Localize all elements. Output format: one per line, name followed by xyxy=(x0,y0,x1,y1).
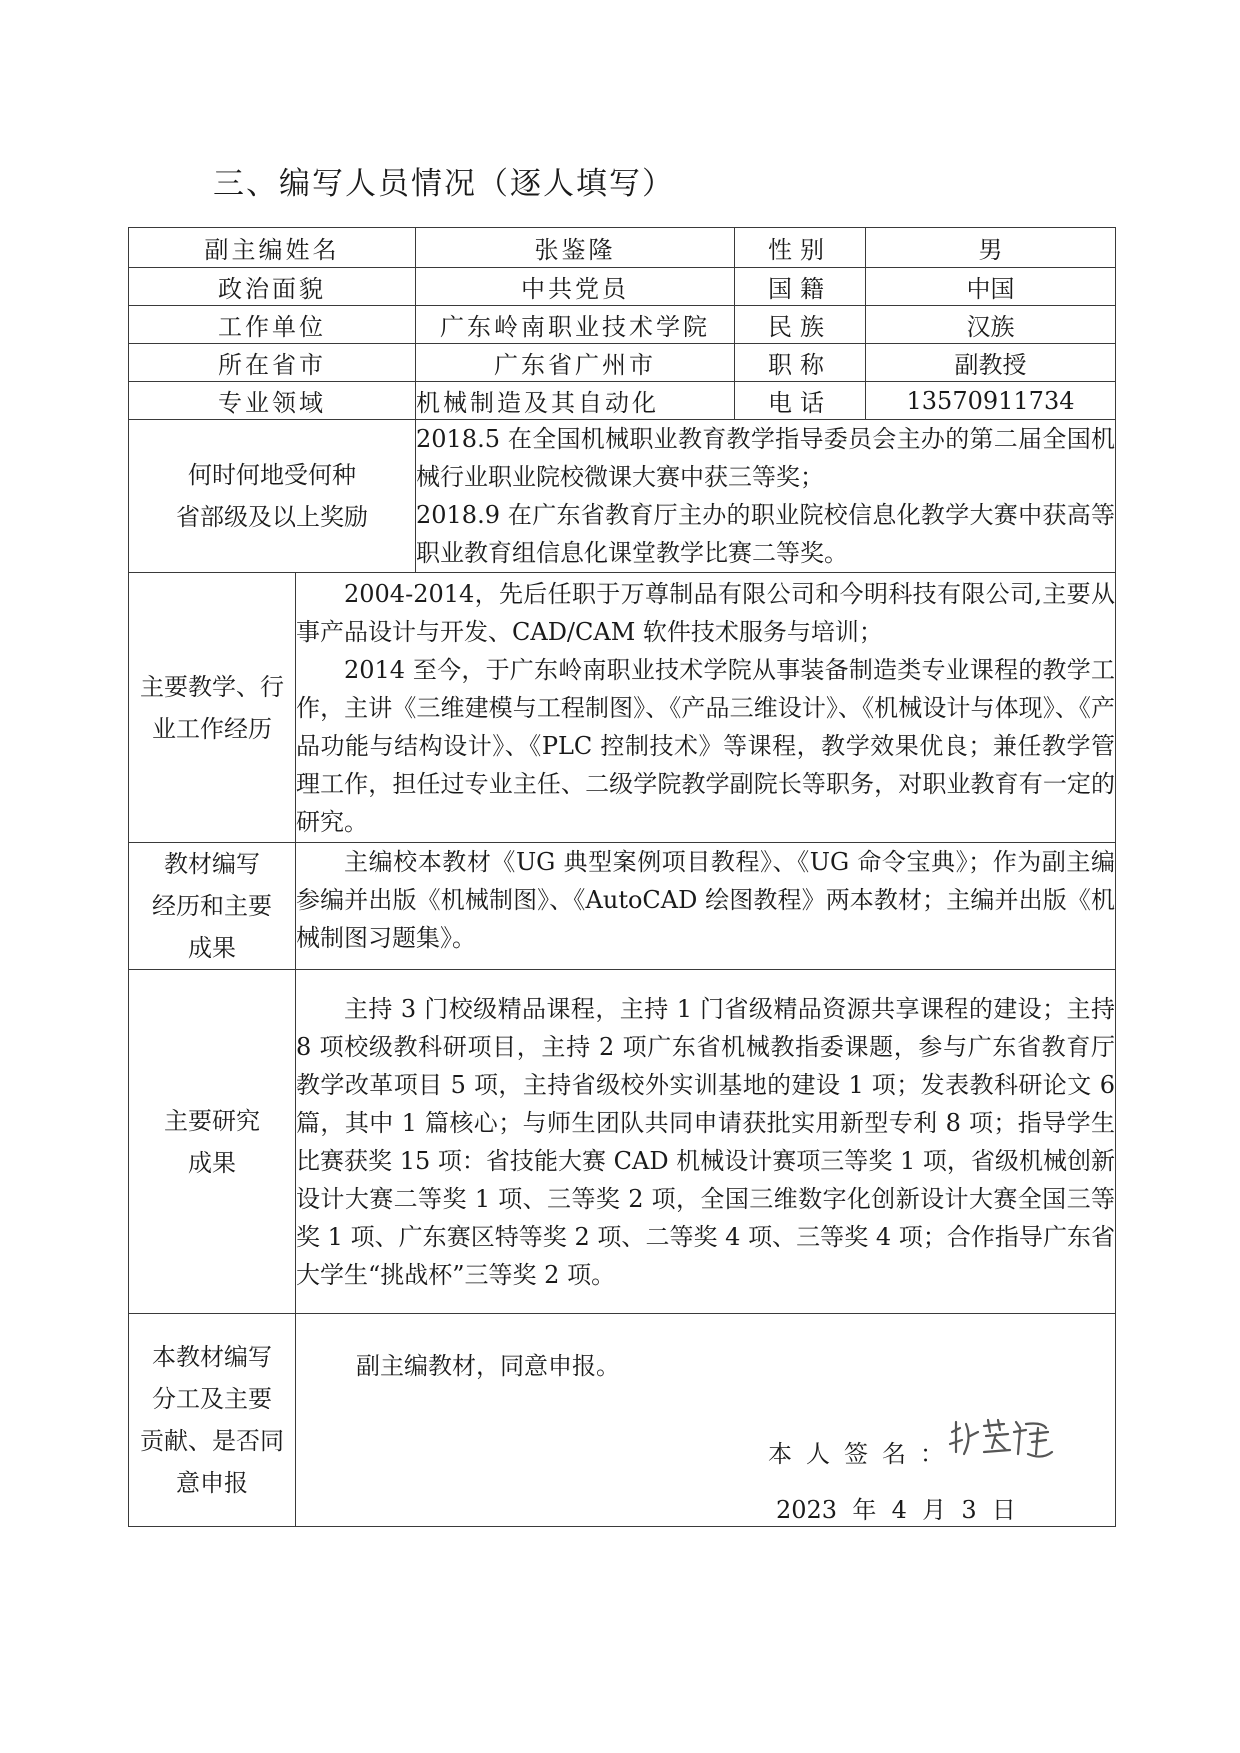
division-label-line3: 贡献、是否同 xyxy=(140,1427,284,1455)
awards-text-2: 2018.9 在广东省教育厅主办的职业院校信息化教学大赛中获高等职业教育组信息化课堂教学比赛二等奖。 xyxy=(416,501,1115,567)
textbooks-content xyxy=(296,843,1116,970)
employer-label: 工作单位 xyxy=(129,306,416,344)
experience-text-2: 2014 至今，于广东岭南职业技术学院从事装备制造类专业课程的教学工作，主讲《三维建模与工程制图》、《产品三维设计》、《机械设计与体现》、《产品功能与结构设计》、《PLC 控制技术》等课程，教学效果优良；兼任教学管理工作，担任过专业主任、二级学院教学副院长等职务，对职业教育有一定的研究。 xyxy=(296,655,1115,836)
experience-text-1: 2004-2014，先后任职于万尊制品有限公司和今明科技有限公司,主要从事产品设计与开发、CAD/CAM 软件技术服务与培训； xyxy=(296,579,1115,646)
ethnicity-label: 民族 xyxy=(735,306,866,344)
name-value: 张鉴隆 xyxy=(416,228,735,268)
personnel-table xyxy=(128,227,1116,1527)
handwritten-signature xyxy=(946,1414,1056,1464)
division-label-line4: 意申报 xyxy=(176,1469,248,1497)
division-label-line2: 分工及主要 xyxy=(152,1385,272,1413)
field-label: 专业领域 xyxy=(129,382,416,420)
phone-label: 电话 xyxy=(735,382,866,420)
division-content xyxy=(296,1314,1116,1527)
gender-value: 男 xyxy=(866,228,1116,268)
experience-label xyxy=(129,573,296,843)
research-content xyxy=(296,970,1116,1314)
awards-label-line1: 何时何地受何种 xyxy=(188,461,356,489)
textbooks-label-line3: 成果 xyxy=(188,934,236,962)
signature-date: 2023 年 4 月 3 日 xyxy=(776,1496,1016,1524)
research-label xyxy=(129,970,296,1314)
field-value: 机械制造及其自动化 xyxy=(416,382,735,420)
awards-label-line2: 省部级及以上奖励 xyxy=(176,503,368,531)
experience-label-line1: 主要教学、行 xyxy=(140,672,284,701)
gender-label: 性别 xyxy=(735,228,866,268)
awards-text-1: 2018.5 在全国机械职业教育教学指导委员会主办的第二届全国机械行业职业院校微课大赛中获三等奖； xyxy=(416,425,1115,491)
experience-content xyxy=(296,573,1116,843)
employer-value: 广东岭南职业技术学院 xyxy=(416,306,735,344)
textbooks-label-line1: 教材编写 xyxy=(164,850,260,878)
division-statement: 副主编教材，同意申报。 xyxy=(356,1352,620,1380)
phone-value: 13570911734 xyxy=(866,382,1116,420)
city-value: 广东省广州市 xyxy=(416,344,735,382)
experience-label-line2: 业工作经历 xyxy=(152,714,272,743)
textbooks-text: 主编校本教材《UG 典型案例项目教程》、《UG 命令宝典》；作为副主编参编并出版《机械制图》、《AutoCAD 绘图教程》两本教材；主编并出版《机械制图习题集》。 xyxy=(296,848,1115,952)
textbooks-label xyxy=(129,843,296,970)
political-label: 政治面貌 xyxy=(129,268,416,306)
nationality-value: 中国 xyxy=(866,268,1116,306)
awards-label xyxy=(129,420,416,573)
ethnicity-value: 汉族 xyxy=(866,306,1116,344)
name-label: 副主编姓名 xyxy=(129,228,416,268)
page-heading: 三、编写人员情况（逐人填写） xyxy=(213,166,675,202)
research-label-line2: 成果 xyxy=(188,1148,236,1177)
title-value: 副教授 xyxy=(866,344,1116,382)
research-label-line1: 主要研究 xyxy=(164,1106,260,1135)
city-label: 所在省市 xyxy=(129,344,416,382)
political-value: 中共党员 xyxy=(416,268,735,306)
signature-label: 本人签名： xyxy=(768,1440,958,1468)
division-label xyxy=(129,1314,296,1527)
awards-content xyxy=(416,420,1116,573)
title-label: 职称 xyxy=(735,344,866,382)
textbooks-label-line2: 经历和主要 xyxy=(152,892,272,920)
division-label-line1: 本教材编写 xyxy=(152,1343,272,1371)
nationality-label: 国籍 xyxy=(735,268,866,306)
research-text: 主持 3 门校级精品课程，主持 1 门省级精品资源共享课程的建设；主持 8 项校级教科研项目，主持 2 项广东省机械教指委课题，参与广东省教育厅教学改革项目 5 项，主持省级校外实训基地的建设 1 项；发表教科研论文 6 篇，其中 1 篇核心；与师生团队共同申请获批实用新型专利 8 项；指导学生比赛获奖 15 项：省技能大赛 CAD 机械设计赛项三等奖 1 项，省级机械创新设计大赛二等奖 1 项、三等奖 2 项，全国三维数字化创新设计大赛全国三等奖 1 项、广东赛区特等奖 2 项、二等奖 4 项、三等奖 4 项；合作指导广东省大学生“挑战杯”三等奖 2 项。 xyxy=(296,994,1115,1289)
